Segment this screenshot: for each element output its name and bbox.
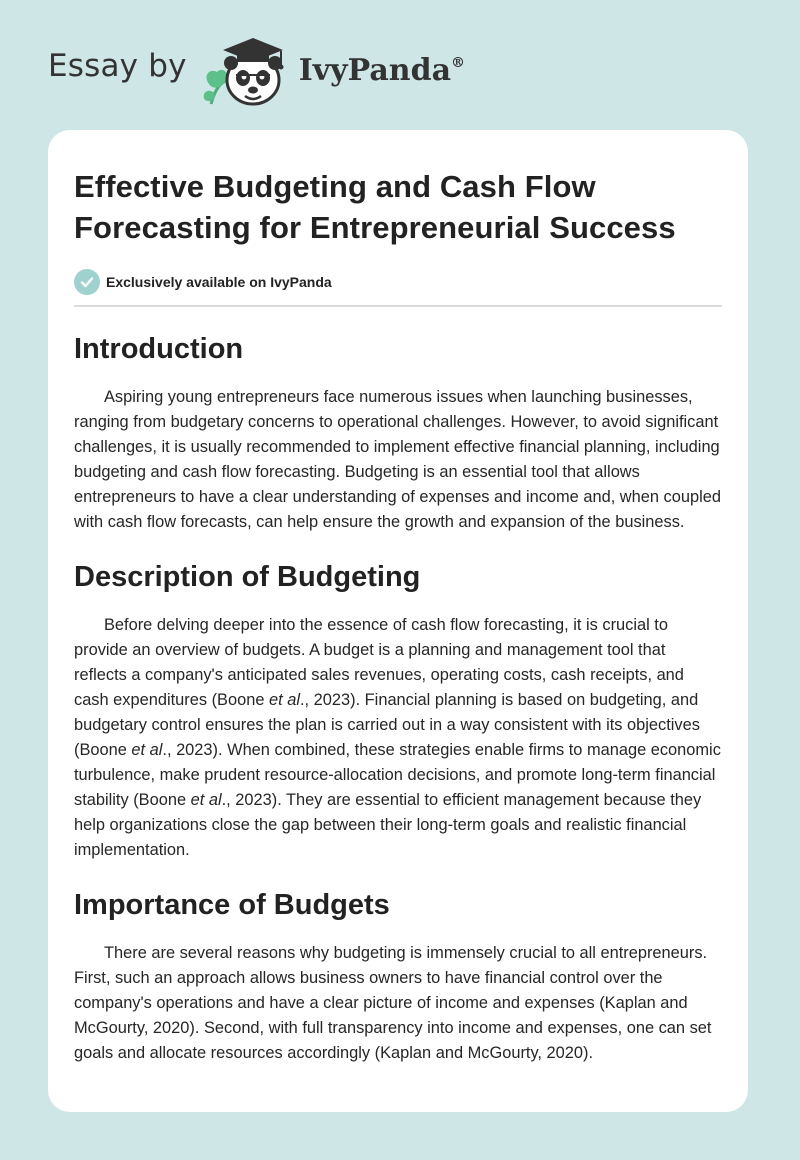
importance-paragraph: There are several reasons why budgeting is immensely crucial to all entrepreneurs. First, such an approach allows business owners to have financial control over the company's operations and have a clear picture of income and expenses (Kaplan and McGourty, 2020). Second, with full transparency into income and expenses, one can set goals and allocate resources accordingly (Kaplan and McGourty, 2020).: [74, 944, 712, 1062]
essay-card: [48, 130, 748, 1112]
essay-title: [74, 166, 722, 248]
introduction-paragraph: Aspiring young entrepreneurs face numerous issues when launching businesses, ranging from budgetary concerns to operational challenges. However, to avoid significant challenges, it is usually recommended to implement effective financial planning, including budgeting and cash flow forecasting. Budgeting is an essential tool that allows entrepreneurs to have a clear understanding of expenses and income and, when coupled with cash flow forecasts, can help ensure the growth and expansion of the business.: [74, 388, 721, 531]
et-al-italic: et al: [131, 741, 163, 759]
text-run: ., 2023). Financial planning is based on budgeting, and budgetary control ensures the plan is carried out in a way consistent with its objectives (Boone: [74, 691, 700, 759]
et-al-italic: et al: [269, 691, 300, 709]
text-run: ., 2023). When combined, these strategies enable firms to manage economic turbulence, make prudent resource-allocation decisions, and promote long-term financial stability (Boone: [74, 741, 721, 809]
title-line-2: Forecasting for Entrepreneurial Success: [74, 210, 676, 245]
site-header: [48, 30, 548, 110]
ivy-leaf-icon: [203, 70, 226, 104]
divider: [74, 305, 722, 307]
brand-text[interactable]: IvyPanda: [298, 52, 452, 88]
text-run: ., 2023). They are essential to efficient management because they help organizations close the gap between their long-term goals and realistic financial implementation.: [74, 791, 702, 859]
section-heading-description: Description of Budgeting: [74, 561, 421, 593]
title-line-1: Effective Budgeting and Cash Flow: [74, 169, 596, 204]
check-icon: [74, 269, 100, 295]
brand-name[interactable]: [299, 53, 465, 88]
section-heading-introduction: Introduction: [74, 333, 244, 365]
essay-by-label: Essay by: [48, 48, 187, 84]
badge-text: Exclusively available on IvyPanda: [106, 274, 332, 290]
et-al-italic: et al: [190, 791, 222, 809]
panda-graduate-icon[interactable]: [201, 30, 293, 110]
text-run: Before delving deeper into the essence of cash flow forecasting, it is crucial to provide an overview of budgets. A budget is a planning and management tool that reflects a company's anticipated sales revenues, operating costs, cash receipts, and cash expenditures (Boone: [74, 616, 684, 709]
description-paragraph: [74, 613, 722, 863]
registered-mark: ®: [451, 54, 466, 71]
exclusive-badge: [74, 268, 722, 296]
section-heading-importance: Importance of Budgets: [74, 889, 390, 921]
